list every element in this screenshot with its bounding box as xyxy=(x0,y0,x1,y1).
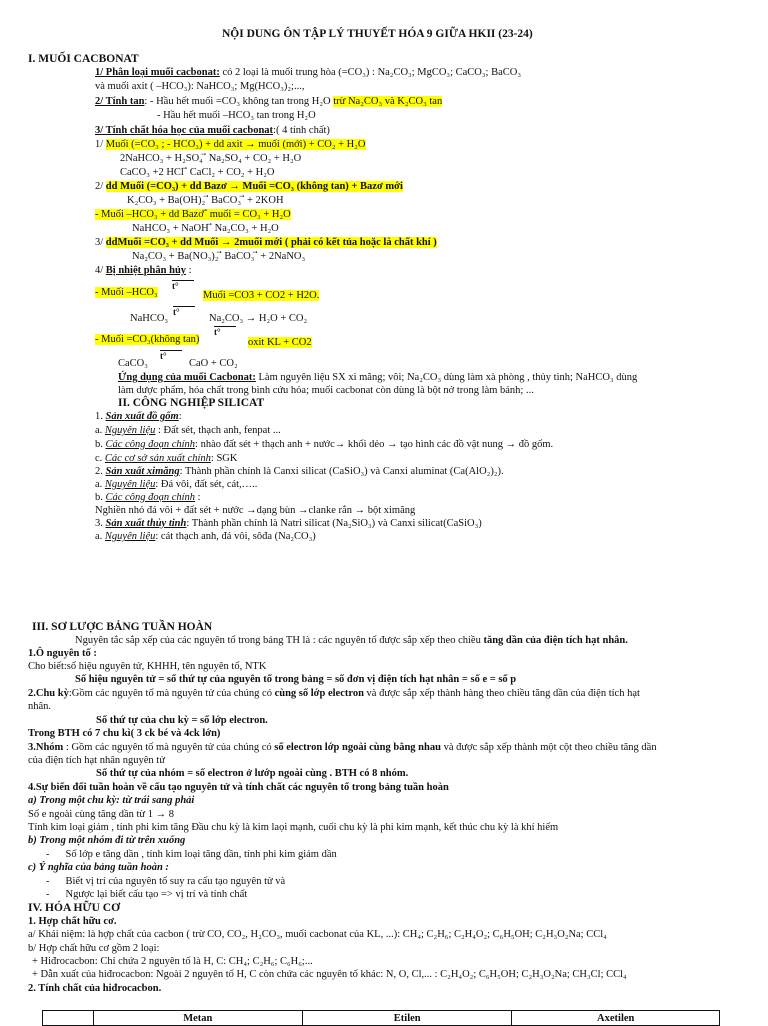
text-line: Nguyên tắc sắp xếp của các nguyên tố trong bảng TH là : các nguyên tố được sắp xếp theo chiều tăng dần của điện tích hạt nhân. xyxy=(75,635,628,646)
list-item: - Ngược lại biết cấu tạo => vị trí và tính chất xyxy=(46,889,248,900)
equation: CaCO₃ xyxy=(118,358,148,369)
text-line: Nghiền nhỏ đá vôi + đất sét + nước →dạng bùn →clanke rắn → bột ximăng xyxy=(95,505,416,516)
heat-arrow-icon: t° xyxy=(160,350,182,361)
text-line: a. Nguyên liệu: Đá vôi, đất sét, cát,….. xyxy=(95,479,258,490)
text-line: b. Các công đoạn chính: nhào đất sét + thạch anh + nước→ khối dẻo → tạo hình các đồ vật nung → đồ gốm. xyxy=(95,439,554,450)
text-line: + Hiđrocacbon: Chỉ chứa 2 nguyên tố là H, C: CH₄; C₂H₆; C₆H₆;... xyxy=(32,956,313,967)
heat-arrow-icon: t° xyxy=(173,306,195,317)
table-header-cell: Axetilen xyxy=(512,1011,720,1026)
table-header-cell: Etilen xyxy=(303,1011,512,1026)
text-line: 3/ ddMuối =CO₃ + dd Muối → 2muối mới ( phải có kết tủa hoặc là chất khí ) xyxy=(95,237,437,248)
text-line: 2. Tính chất của hiđrocacbon. xyxy=(28,983,162,994)
equation: CaCO₃ +2 HCl ⃗ CaCl₂ + CO₂ + H₂O xyxy=(120,167,275,178)
text-line: b. Các công đoạn chính : xyxy=(95,492,201,503)
text-line: oxit KL + CO2 xyxy=(248,337,312,348)
text-line: Trong BTH có 7 chu kì( 3 ck bé và 4ck lớn) xyxy=(28,728,221,739)
text-line: c. Các cơ sở sản xuất chính: SGK xyxy=(95,453,238,464)
equation: Na₂CO₃ + Ba(NO₃)₂ ⃗ BaCO₃ ⃗ + 2NaNO₃ xyxy=(132,251,306,262)
text-line: a) Trong một chu kỳ: từ trái sang phải xyxy=(28,795,195,806)
table-header-cell xyxy=(43,1011,94,1026)
text-line: và muối axit ( –HCO₃): NaHCO₃; Mg(HCO₃)₂;..., xyxy=(95,81,305,92)
text-line: 1/ Phân loại muối cacbonat: có 2 loại là muối trung hòa (=CO₃) : Na₂CO₃; MgCO₃; CaCO₃; BaCO₃ xyxy=(95,67,521,78)
text-line: 3/ Tính chất hóa học của muối cacbonat:( 4 tính chất) xyxy=(95,125,330,136)
text-line: làm dược phẩm, hóa chất trong bình cứu hỏa; muối cacbonat còn dùng là bột nở trong làm bánh; ... xyxy=(118,385,534,396)
text-line: của điện tích hạt nhân nguyên tử xyxy=(28,755,165,766)
text-line: 2.Chu kỳ:Gồm các nguyên tố mà nguyên tử của chúng có cùng số lớp electron và được sắp xếp thành hàng theo chiều tăng dần của điện tích hạt xyxy=(28,688,640,699)
heat-arrow-icon: t° xyxy=(172,280,194,291)
text-line: 1.Ô nguyên tố : xyxy=(28,648,97,659)
text-line: Cho biết:số hiệu nguyên tử, KHHH, tên nguyên tố, NTK xyxy=(28,661,267,672)
text-line: a. Nguyên liệu : Đất sét, thạch anh, fenpat ... xyxy=(95,425,281,436)
text-line: Số thứ tự của nhóm = số electron ở lướp ngoài cùng . BTH có 8 nhóm. xyxy=(96,768,409,779)
text-line: 2/ Tính tan: - Hầu hết muối =CO₃ không tan trong H₂O trừ Na₂CO₃ và K₂CO₃ tan xyxy=(95,96,443,107)
table-header-row xyxy=(43,1011,720,1026)
text-line: - Muối –HCO₃ xyxy=(95,287,158,298)
section-heading-3: III. SƠ LƯỢC BẢNG TUẦN HOÀN xyxy=(32,621,213,633)
text-line: - Muối –HCO₃ + dd Bazơ ⃗ muối = CO₃ + H₂O xyxy=(95,209,291,220)
section-heading-4: IV. HÓA HỮU CƠ xyxy=(28,902,121,914)
equation: Na₂CO₃ → H₂O + CO₂ xyxy=(209,313,308,324)
equation: CaO + CO₂ xyxy=(189,358,238,369)
text-line: - Muối =CO₃(không tan) xyxy=(95,334,200,345)
equation: 2NaHCO₃ + H₂SO₄ ⃗ Na₂SO₄ + CO₂ + H₂O xyxy=(120,153,302,164)
text-line: 2. Sản xuất ximăng: Thành phần chính là Canxi silicat (CaSiO₃) và Canxi aluminat (Ca(AlO₂)₂). xyxy=(95,466,504,477)
text-line: b) Trong một nhóm đi từ trên xuống xyxy=(28,835,186,846)
text-line: + Dẫn xuất của hiđrocacbon: Ngoài 2 nguyên tố H, C còn chứa các nguyên tố khác: N, O, Cl,... : C₂H₄O₂; C₆H₅OH; C₂H₃O₂Na; CH₃Cl; CCl₄ xyxy=(32,969,627,980)
text-line: Số thứ tự của chu kỳ = số lớp electron. xyxy=(96,715,268,726)
heat-arrow-icon: t° xyxy=(214,326,236,337)
text-line: 4/ Bị nhiệt phân hủy : xyxy=(95,265,192,276)
list-item: - Số lớp e tăng dần , tính kim loại tăng dần, tính phi kim giảm dần xyxy=(46,849,337,860)
page-title: NỘI DUNG ÔN TẬP LÝ THUYẾT HÓA 9 GIỮA HKII (23-24) xyxy=(222,28,533,40)
text-line: 3.Nhóm : Gồm các nguyên tố mà nguyên tử của chúng có số electron lớp ngoài cùng bằng nhau và được sắp xếp thành một cột theo chiều tăng dần xyxy=(28,742,657,753)
text-line: c) Ý nghĩa của bảng tuần hoàn : xyxy=(28,862,169,873)
text-line: 4.Sự biến đổi tuần hoàn về cấu tạo nguyên tử và tính chất các nguyên tố trong bảng tuần hoàn xyxy=(28,782,449,793)
section-heading-1: I. MUỐI CACBONAT xyxy=(28,53,139,65)
text-line: nhân. xyxy=(28,701,52,712)
equation: K₂CO₃ + Ba(OH)₂ ⃗ BaCO₃ ⃗ + 2KOH xyxy=(127,195,284,206)
equation: NaHCO₃ xyxy=(130,313,169,324)
text-line: b/ Hợp chất hữu cơ gồm 2 loại: xyxy=(28,943,160,954)
text-line: a/ Khái niệm: là hợp chất của cacbon ( trừ CO, CO₂, H₂CO₃, muối cacbonat của KL, ...): CH₄; C₂H₆; C₂H₄O₂; C₆H₅OH; C₂H₃O₂Na; CCl₄ xyxy=(28,929,607,940)
section-heading-2: II. CÔNG NGHIỆP SILICAT xyxy=(118,397,265,409)
list-item: - Biết vị trí của nguyên tố suy ra cấu tạo nguyên tử và xyxy=(46,876,286,887)
text-line: 3. Sản xuất thủy tinh: Thành phần chính là Natri silicat (Na₂SiO₃) và Canxi silicat(CaSiO₃) xyxy=(95,518,482,529)
text-line: 1. Sản xuất đồ gốm: xyxy=(95,411,182,422)
text-line: Muối =CO3 + CO2 + H2O. xyxy=(203,290,320,301)
text-line: Ứng dụng của muối Cacbonat: Làm nguyên liệu SX xi măng; vôi; Na₂CO₃ dùng làm xà phòng , thủy tinh; NaHCO₃ dùng xyxy=(118,372,638,383)
text-line: a. Nguyên liệu: cát thạch anh, đá vôi, sôđa (Na₂CO₃) xyxy=(95,531,316,542)
table-header-cell: Metan xyxy=(93,1011,302,1026)
text-line: 2/ dd Muối (=CO₃) + dd Bazơ → Muối =CO₃ (không tan) + Bazơ mới xyxy=(95,181,403,192)
equation: NaHCO₃ + NaOH ⃗ Na₂CO₃ + H₂O xyxy=(132,223,279,234)
text-line: - Hầu hết muối –HCO₃ tan trong H₂O xyxy=(157,110,316,121)
text-line: Số e ngoài cùng tăng dần từ 1 → 8 xyxy=(28,809,174,820)
text-line: Tính kim loại giảm , tính phi kim tăng Đầu chu kỳ là kim laọi mạnh, cuối chu kỳ là phi kim mạnh, kết thúc chu kỳ là khí hiếm xyxy=(28,822,559,833)
text-line: 1. Hợp chất hữu cơ. xyxy=(28,916,117,927)
text-line: Số hiệu nguyên tử = số thứ tự của nguyên tố trong bảng = số đơn vị điện tích hạt nhân = số e = số p xyxy=(75,674,517,685)
text-line: 1/ Muối (=CO₃ ; - HCO₃) + dd axit → muối (mới) + CO₂ + H₂O xyxy=(95,139,366,150)
